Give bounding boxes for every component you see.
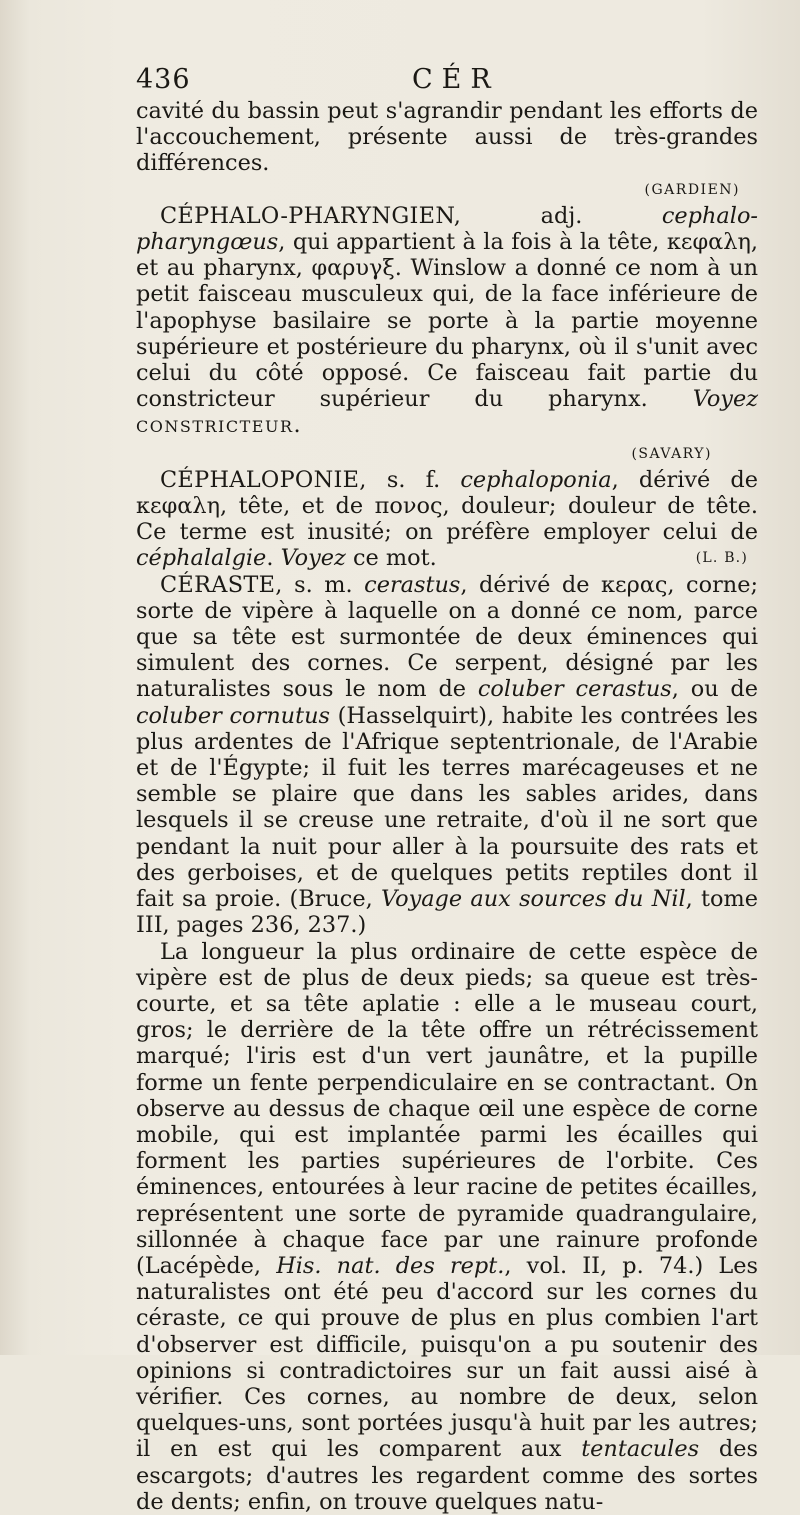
latin-term: cephaloponia — [460, 466, 612, 493]
headword: CÉRASTE, — [160, 571, 283, 598]
species-name: coluber cornutus — [136, 702, 330, 729]
latin-term: cerastus — [364, 571, 461, 598]
greek-term: φαρυγξ — [311, 255, 395, 282]
greek-term: κεφαλη — [136, 493, 220, 520]
author-signature-gardien: (GARDIEN) — [644, 181, 740, 198]
continuation-paragraph — [136, 98, 758, 177]
paragraph-longueur: La longueur la plus ordinaire de cette espèce de vipère est de plus de deux pieds; sa queue est très-courte, et sa tête aplatie : elle a le museau court, gros; le derrière de la tête offre un rétrécissement marqué; l'iris est d'un vert jaunâtre, et la pupille forme un fente perpendiculaire en se contractant. On observe au dessus de chaque œil une espèce de corne mobile, qui est implantée parmi les écailles qui forment les parties supérieures de l'orbite. Ces éminences, entourées à leur racine de petites écailles, représentent une sorte de pyramide quadrangulaire, sillonnée à chaque face par une rainure profonde (Lacépède, His. nat. des rept., vol. II, p. 74.) Les naturalistes ont été peu d'accord sur les cornes du céraste, ce qui prouve de plus en plus combien l'art d'observer est difficile, puisqu'on a pu soutenir des opinions si contradictoires sur un fait aussi aisé à vérifier. Ces cornes, au nombre de deux, selon quelques-uns, sont portées jusqu'à huit par les autres; il en est qui les comparent aux tentacules des escargots; d'autres les regardent comme des sortes de dents; enfin, on trouve quelques natu- — [136, 938, 758, 1515]
entry-cephaloponie: CÉPHALOPONIE, s. f. cephaloponia, dérivé de κεφαλη, tête, et de πονος, douleur; douleur de tête. Ce terme est inusité; on préfère employer celui de céphalalgie. Voyez ce mot. (L. B.) — [136, 466, 758, 572]
headword: CÉPHALOPONIE, — [160, 466, 367, 493]
cross-reference: Voyez — [280, 545, 346, 572]
page-header — [136, 64, 756, 100]
latin-term: cephalo-pharyngœus — [136, 202, 758, 256]
cross-reference-target: CONSTRICTEUR — [136, 417, 294, 437]
page-number: 436 — [136, 64, 191, 95]
body-text — [136, 98, 758, 1515]
entry-cephalo-pharyngien: CÉPHALO-PHARYNGIEN, adj. cephalo-pharyngœus, qui appartient à la fois à la tête, κεφαλη, et au pharynx, φαρυγξ. Winslow a donné ce nom à un petit faisceau musculeux qui, de la face inférieure de l'apophyse basilaire se porte à la partie moyenne supérieure et postérieure du pharynx, où il s'unit avec celui du côté opposé. Ce faisceau fait partie du constricteur supérieur du pharynx. Voyez CONSTRICTEUR. — [136, 202, 758, 439]
greek-term: κεφαλη — [666, 229, 751, 256]
author-signature-savary: (SAVARY) — [631, 445, 712, 462]
book-title: Voyage aux sources du Nil — [380, 886, 686, 913]
continuation-text: cavité du bassin peut s'agrandir pendant les efforts de l'accouchement, présente aussi de très-grandes différences. — [136, 98, 758, 177]
headword: CÉPHALO-PHARYNGIEN, — [160, 202, 462, 229]
cross-reference: Voyez — [692, 386, 758, 413]
greek-term: πονος — [374, 493, 443, 520]
book-title: His. nat. des rept. — [276, 1252, 505, 1279]
species-name: coluber cerastus — [477, 676, 672, 703]
author-signature-lb: (L. B.) — [695, 550, 748, 567]
running-head: CÉR — [412, 64, 500, 95]
term: céphalalgie — [136, 545, 267, 572]
greek-term: κερας — [601, 571, 668, 598]
term: tentacules — [581, 1436, 700, 1463]
entry-ceraste: CÉRASTE, s. m. cerastus, dérivé de κερας, corne; sorte de vipère à laquelle on a donné ce nom, parce que sa tête est surmontée de deux éminences qui simulent des cornes. Ce serpent, désigné par les naturalistes sous le nom de coluber cerastus, ou de coluber cornutus (Hasselquirt), habite les contrées les plus ardentes de l'Afrique septentrionale, de l'Arabie et de l'Égypte; il fuit les terres marécageuses et ne semble se plaire que dans les sables arides, dans lesquels il se creuse une retraite, d'où il ne sort que pendant la nuit pour aller à la poursuite des rats et des gerboises, et de quelques petits reptiles dont il fait sa proie. (Bruce, Voyage aux sources du Nil, tome III, pages 236, 237.) — [136, 571, 759, 939]
